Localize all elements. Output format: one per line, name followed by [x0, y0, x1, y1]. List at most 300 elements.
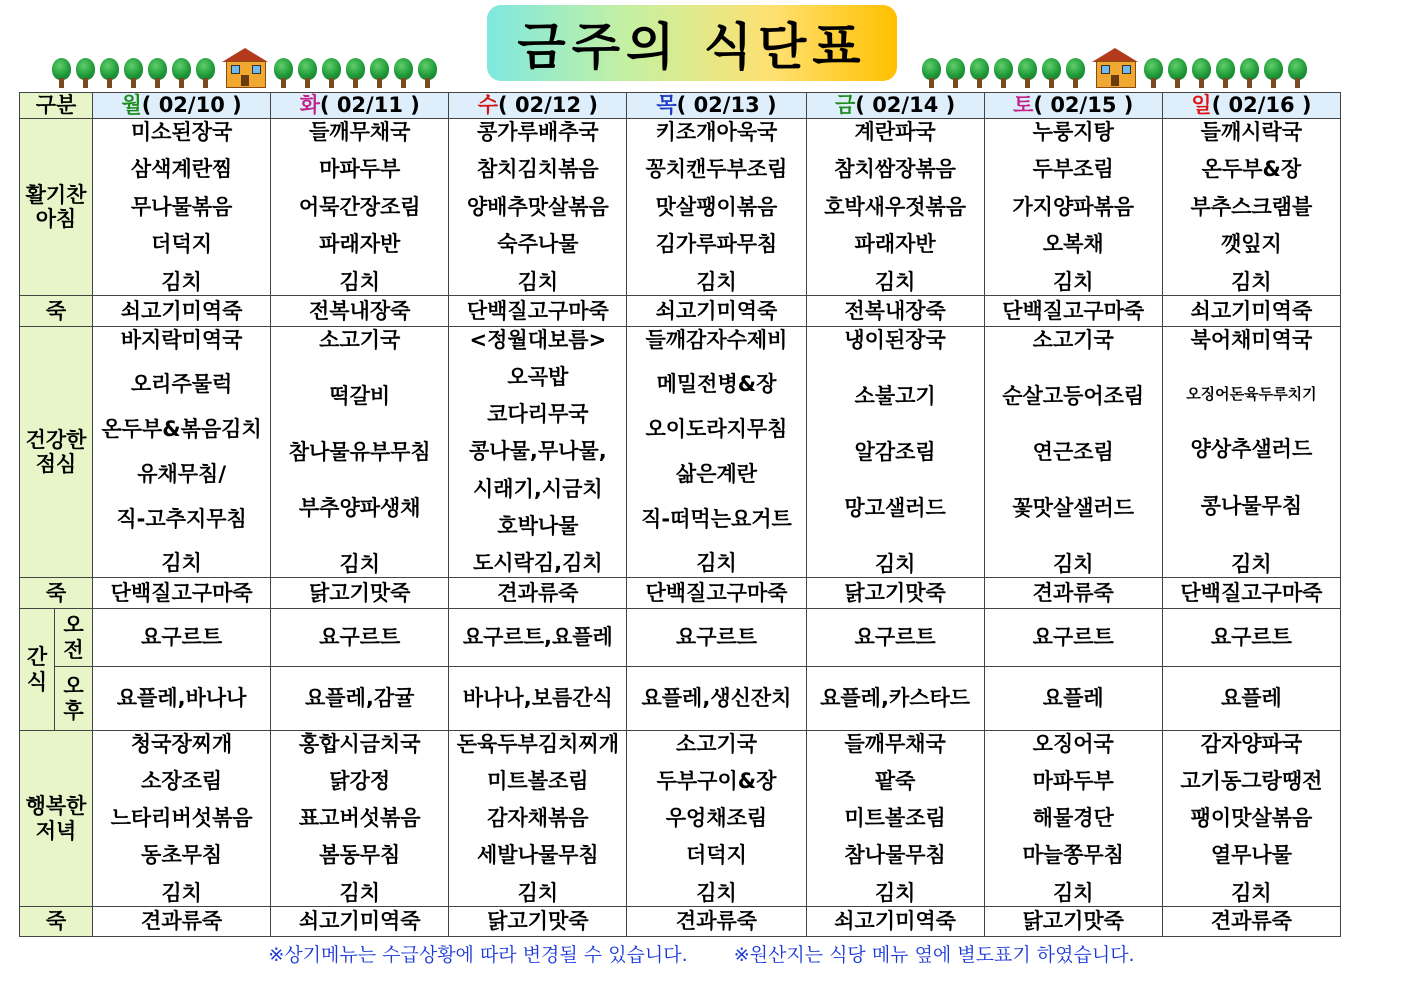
menu-item: 들깨무채국	[844, 731, 946, 756]
snack-label-line: 식	[26, 669, 48, 694]
menu-cell	[93, 731, 271, 907]
meal-label	[20, 119, 93, 296]
menu-item: 오곡밥	[507, 364, 569, 389]
menu-item: 느타리버섯볶음	[110, 806, 253, 830]
menu-item: 해물경단	[1032, 806, 1114, 830]
menu-item: 세발나물무침	[477, 843, 599, 868]
snack-cell	[93, 667, 271, 731]
porridge-cell	[449, 296, 627, 327]
menu-item: 팥죽	[874, 768, 916, 793]
menu-item: 콩나물,무나물,	[469, 439, 607, 464]
snack-item: 요구르트	[319, 625, 401, 649]
menu-item: 연근조림	[1032, 439, 1114, 464]
menu-item: 소고기국	[675, 731, 758, 756]
footer-note-supply: ※상기메뉴는 수급상황에 따라 변경될 수 있습니다.	[268, 944, 688, 966]
day-weekday: 화	[299, 93, 320, 117]
porridge-cell	[627, 578, 806, 609]
tree-icon	[1216, 58, 1235, 88]
menu-item: 들깨시락국	[1200, 119, 1303, 144]
snack-item: 요플레	[1220, 686, 1282, 710]
porridge-item: 쇠고기미역죽	[834, 909, 956, 933]
breakfast-row	[20, 119, 1341, 296]
snack-cell	[449, 667, 627, 731]
menu-cell	[449, 327, 627, 578]
menu-list	[93, 119, 270, 294]
porridge-item: 쇠고기미역죽	[655, 298, 778, 323]
snack-item: 요구르트	[1210, 625, 1292, 649]
menu-item: 김치	[339, 551, 381, 576]
porridge-label	[20, 907, 93, 937]
snack-pm-label-line: 후	[63, 698, 84, 723]
menu-item: 참치쌈장볶음	[834, 157, 956, 181]
porridge-cell	[93, 578, 271, 609]
porridge-cell	[984, 578, 1162, 609]
porridge-cell	[93, 907, 271, 937]
menu-item: 부추양파생채	[298, 495, 421, 520]
menu-item: 메밀전병&장	[656, 372, 777, 397]
tree-icon	[76, 58, 95, 88]
tree-icon	[1192, 58, 1211, 88]
header-day	[1162, 93, 1340, 119]
tree-icon	[52, 58, 71, 88]
menu-item: 소고기국	[1032, 327, 1114, 352]
menu-item: 김치	[517, 269, 559, 294]
menu-item: 들깨무채국	[309, 119, 411, 144]
meal-label-line: 건강한	[25, 427, 87, 452]
menu-item: 김치	[1231, 551, 1272, 576]
menu-list	[271, 327, 448, 576]
menu-item: 감자양파국	[1200, 731, 1303, 756]
menu-item: 김치	[696, 551, 737, 576]
decoration-left	[52, 46, 442, 88]
menu-item: 표고버섯볶음	[298, 806, 421, 830]
meal-table	[19, 92, 1341, 937]
snack-cell	[984, 667, 1162, 731]
menu-item: 오징어국	[1032, 731, 1114, 756]
tree-icon	[418, 58, 437, 88]
menu-item: 김치	[874, 269, 916, 294]
menu-list	[1163, 119, 1340, 294]
porridge-item: 견과류죽	[1210, 909, 1292, 933]
menu-item: 꽁치캔두부조림	[645, 157, 788, 181]
menu-item: 고기동그랑땡전	[1180, 768, 1323, 793]
porridge-cell	[984, 296, 1162, 327]
menu-item: 양배추맛살볶음	[466, 194, 609, 219]
meal-label-line: 저녁	[35, 818, 77, 843]
menu-item: 알감조림	[854, 439, 936, 464]
menu-item: 유채무침/	[137, 461, 227, 486]
snack-cell	[806, 667, 984, 731]
menu-list	[627, 119, 805, 294]
menu-item: 김치	[339, 880, 381, 905]
porridge-item: 견과류죽	[497, 580, 579, 605]
breakfast-porridge-row	[20, 296, 1341, 327]
tree-icon	[124, 58, 143, 88]
menu-item: 김치	[161, 551, 202, 576]
menu-item: 김치	[1052, 269, 1094, 294]
menu-cell	[806, 731, 984, 907]
snack-item: 요구르트	[141, 625, 223, 649]
snack-item: 요구르트	[675, 625, 758, 649]
tree-icon	[1168, 58, 1187, 88]
menu-item: 온두부&장	[1201, 157, 1302, 181]
snack-pm-row	[20, 667, 1341, 731]
snack-am-label	[55, 609, 93, 667]
header-gubun	[20, 93, 93, 119]
tree-icon	[100, 58, 119, 88]
porridge-item: 견과류죽	[141, 909, 223, 933]
menu-item: 계란파국	[854, 119, 936, 144]
menu-item: 들깨감자수제비	[645, 327, 788, 352]
menu-list	[985, 327, 1162, 576]
menu-item: 김치	[1052, 551, 1094, 576]
menu-list	[1163, 327, 1340, 576]
porridge-label	[20, 578, 93, 609]
menu-item: 참치김치볶음	[477, 157, 599, 181]
menu-item: 코다리무국	[487, 402, 589, 427]
menu-cell	[449, 119, 627, 296]
header-day	[271, 93, 449, 119]
menu-item: 키조개아욱국	[655, 119, 778, 144]
porridge-cell	[449, 907, 627, 937]
menu-cell	[984, 327, 1162, 578]
snack-item: 요구르트	[854, 625, 936, 649]
snack-cell	[271, 667, 449, 731]
porridge-label-text: 죽	[45, 298, 67, 323]
tree-icon	[274, 58, 293, 88]
menu-item: 더덕지	[686, 843, 747, 868]
menu-item: 삼색계란찜	[130, 157, 233, 181]
porridge-item: 쇠고기미역죽	[298, 909, 421, 933]
menu-item: 오이도라지무침	[645, 417, 788, 442]
menu-item: 도시락김,김치	[473, 551, 603, 576]
snack-am-label-line: 오	[63, 613, 84, 638]
snack-item: 요플레	[1042, 686, 1104, 710]
menu-cell	[449, 731, 627, 907]
porridge-item: 견과류죽	[1032, 580, 1114, 605]
snack-pm-label-line: 오	[63, 674, 84, 699]
tree-icon	[346, 58, 365, 88]
menu-item: 어묵간장조림	[298, 194, 421, 219]
tree-icon	[994, 58, 1013, 88]
menu-item: 동초무침	[141, 843, 223, 868]
footer-notes	[0, 940, 1403, 967]
day-date: ( 02/14 )	[855, 93, 956, 117]
meal-label-line: 점심	[35, 452, 77, 476]
menu-item: 김치	[1231, 269, 1272, 294]
menu-item: 오리주물럭	[130, 372, 233, 397]
header-day	[449, 93, 627, 119]
menu-cell	[806, 327, 984, 578]
menu-cell	[627, 119, 806, 296]
header-day	[627, 93, 806, 119]
menu-item: 바지락미역국	[120, 327, 243, 352]
menu-item: 김치	[161, 269, 202, 294]
menu-cell	[271, 731, 449, 907]
menu-item: 시래기,시금치	[473, 476, 603, 501]
menu-item: 열무나물	[1210, 843, 1292, 868]
porridge-item: 전복내장죽	[844, 298, 946, 323]
menu-item: 감자채볶음	[487, 806, 589, 830]
menu-item: 직-고추지무침	[116, 506, 247, 531]
menu-item: 숙주나물	[497, 232, 579, 256]
menu-item: 망고샐러드	[844, 495, 946, 520]
day-date: ( 02/13 )	[676, 93, 777, 117]
snack-pm-label	[55, 667, 93, 731]
menu-item: 미트볼조림	[487, 768, 589, 793]
snack-am-label-line: 전	[63, 637, 84, 662]
snack-cell	[1162, 609, 1340, 667]
porridge-item: 닭고기맛죽	[309, 580, 411, 605]
snack-am-row	[20, 609, 1341, 667]
lunch-row	[20, 327, 1341, 578]
porridge-cell	[984, 907, 1162, 937]
meal-label-line: 아침	[35, 207, 77, 231]
menu-item: 순살고등어조림	[1002, 383, 1145, 408]
snack-cell	[449, 609, 627, 667]
porridge-cell	[449, 578, 627, 609]
porridge-item: 닭고기맛죽	[844, 580, 946, 605]
snack-cell	[627, 667, 806, 731]
decoration-right	[922, 46, 1312, 88]
lunch-porridge-row	[20, 578, 1341, 609]
menu-item: 부추스크램블	[1190, 194, 1313, 219]
tree-icon	[1264, 58, 1283, 88]
menu-cell	[984, 119, 1162, 296]
porridge-item: 단백질고구마죽	[466, 298, 609, 323]
tree-icon	[148, 58, 167, 88]
snack-item: 요플레,카스타드	[820, 686, 971, 710]
snack-item: 요구르트	[1032, 625, 1114, 649]
snack-cell	[271, 609, 449, 667]
menu-list	[807, 327, 984, 576]
day-date: ( 02/12 )	[498, 93, 598, 117]
tree-icon	[946, 58, 965, 88]
day-weekday: 금	[834, 93, 856, 117]
menu-item: 파래자반	[854, 232, 936, 256]
snack-item: 요플레,감귤	[305, 686, 415, 710]
porridge-cell	[93, 296, 271, 327]
menu-item: 홍합시금치국	[298, 731, 421, 756]
menu-item: 온두부&볶음김치	[101, 417, 262, 442]
snack-label	[20, 609, 55, 731]
menu-item: 누룽지탕	[1032, 119, 1114, 144]
menu-item: 양상추샐러드	[1190, 436, 1313, 461]
menu-item: 떡갈비	[329, 383, 391, 408]
menu-item: 호박나물	[497, 514, 579, 539]
menu-item: 두부구이&장	[656, 768, 777, 793]
dinner-row	[20, 731, 1341, 907]
porridge-cell	[1162, 296, 1340, 327]
menu-item: 김치	[1231, 880, 1272, 905]
porridge-cell	[271, 578, 449, 609]
menu-item: 소장조림	[141, 768, 223, 793]
dinner-porridge-row	[20, 907, 1341, 937]
tree-icon	[394, 58, 413, 88]
menu-cell	[93, 327, 271, 578]
menu-item: 소불고기	[854, 383, 936, 408]
porridge-label-text: 죽	[45, 580, 67, 605]
menu-item: 맛살팽이볶음	[655, 194, 778, 219]
menu-cell	[806, 119, 984, 296]
tree-icon	[196, 58, 215, 88]
house-icon	[222, 48, 268, 88]
house-icon	[1092, 48, 1138, 88]
menu-item: 호박새우젓볶음	[824, 194, 967, 219]
day-weekday: 월	[121, 93, 142, 117]
porridge-item: 견과류죽	[675, 909, 758, 933]
menu-cell	[93, 119, 271, 296]
snack-label-line: 간	[26, 645, 48, 670]
gubun-label: 구분	[35, 93, 77, 117]
menu-item: 김치	[874, 551, 916, 576]
snack-item: 요플레,생신잔치	[641, 686, 792, 710]
porridge-item: 쇠고기미역죽	[120, 298, 243, 323]
menu-item: 김치	[696, 880, 737, 905]
tree-icon	[1288, 58, 1307, 88]
day-weekday: 목	[656, 93, 677, 117]
menu-item: 콩나물무침	[1200, 494, 1303, 518]
menu-cell	[271, 327, 449, 578]
menu-cell	[1162, 119, 1340, 296]
menu-list	[807, 119, 984, 294]
menu-list	[807, 731, 984, 905]
menu-cell	[1162, 327, 1340, 578]
menu-list	[271, 731, 448, 905]
porridge-cell	[1162, 578, 1340, 609]
porridge-cell	[806, 578, 984, 609]
menu-item: 북어채미역국	[1190, 327, 1313, 352]
header-day	[806, 93, 984, 119]
snack-cell	[1162, 667, 1340, 731]
menu-item: 미트볼조림	[844, 806, 946, 830]
menu-item: 더덕지	[151, 232, 213, 256]
menu-item: 소고기국	[319, 327, 401, 352]
tree-icon	[1240, 58, 1259, 88]
menu-item: 청국장찌개	[130, 731, 233, 756]
menu-list	[985, 731, 1162, 905]
tree-icon	[322, 58, 341, 88]
tree-icon	[970, 58, 989, 88]
footer-note-origin: ※원산지는 식당 메뉴 옆에 별도표기 하였습니다.	[733, 944, 1135, 966]
menu-list	[627, 327, 805, 576]
menu-item: 김치	[339, 269, 381, 294]
tree-icon	[172, 58, 191, 88]
menu-item: 마파두부	[319, 157, 401, 181]
menu-list	[449, 731, 626, 905]
menu-item: 참나물무침	[844, 843, 946, 868]
snack-item: 요구르트,요플레	[462, 625, 613, 649]
menu-item: 김치	[874, 880, 916, 905]
menu-item: 참나물유부무침	[288, 439, 431, 464]
porridge-item: 단백질고구마죽	[1180, 580, 1323, 605]
menu-item: 김가루파무침	[655, 232, 778, 256]
porridge-cell	[1162, 907, 1340, 937]
menu-list	[93, 327, 270, 576]
meal-label	[20, 327, 93, 578]
menu-item: 마늘쫑무침	[1022, 843, 1124, 868]
menu-list	[449, 327, 626, 576]
menu-item: 미소된장국	[130, 119, 233, 144]
day-date: ( 02/15 )	[1033, 93, 1134, 117]
porridge-item: 단백질고구마죽	[645, 580, 788, 605]
menu-cell	[1162, 731, 1340, 907]
meal-label	[20, 731, 93, 907]
meal-label-line: 활기찬	[25, 182, 87, 207]
porridge-cell	[806, 907, 984, 937]
day-date: ( 02/16 )	[1211, 93, 1312, 117]
tree-icon	[1042, 58, 1061, 88]
header-day	[984, 93, 1162, 119]
snack-item: 바나나,보름간식	[462, 686, 613, 710]
menu-list	[1163, 731, 1340, 905]
menu-item: 팽이맛살볶음	[1190, 806, 1313, 830]
menu-item: 김치	[517, 880, 559, 905]
snack-item: 요플레,바나나	[116, 686, 247, 710]
tree-icon	[1018, 58, 1037, 88]
day-weekday: 토	[1013, 93, 1034, 117]
meal-label-line: 행복한	[25, 794, 87, 819]
porridge-label	[20, 296, 93, 327]
porridge-cell	[271, 296, 449, 327]
porridge-item: 닭고기맛죽	[1022, 909, 1124, 933]
snack-cell	[627, 609, 806, 667]
menu-item: 봄동무침	[319, 843, 401, 868]
porridge-item: 단백질고구마죽	[110, 580, 253, 605]
menu-cell	[984, 731, 1162, 907]
menu-item: <정월대보름>	[469, 327, 607, 352]
tree-icon	[1066, 58, 1085, 88]
menu-cell	[627, 327, 806, 578]
menu-cell	[271, 119, 449, 296]
tree-icon	[922, 58, 941, 88]
day-weekday: 수	[477, 93, 499, 117]
menu-item: 콩가루배추국	[477, 119, 599, 144]
porridge-cell	[627, 296, 806, 327]
porridge-cell	[806, 296, 984, 327]
menu-list	[449, 119, 626, 294]
snack-cell	[984, 609, 1162, 667]
menu-item: 우엉채조림	[665, 806, 768, 830]
menu-item: 삶은계란	[675, 461, 758, 486]
day-weekday: 일	[1191, 93, 1212, 117]
menu-item: 돈육두부김치찌개	[456, 731, 619, 756]
porridge-item: 쇠고기미역죽	[1190, 298, 1313, 323]
porridge-item: 단백질고구마죽	[1002, 298, 1145, 323]
menu-item: 김치	[161, 880, 202, 905]
menu-list	[271, 119, 448, 294]
tree-icon	[298, 58, 317, 88]
menu-cell	[627, 731, 806, 907]
menu-item: 두부조림	[1032, 157, 1114, 181]
menu-item: 김치	[696, 269, 737, 294]
menu-item: 오징어돈육두루치기	[1186, 385, 1317, 403]
snack-cell	[806, 609, 984, 667]
porridge-cell	[627, 907, 806, 937]
title-banner	[487, 5, 897, 81]
header-row	[20, 93, 1341, 119]
porridge-item: 닭고기맛죽	[487, 909, 589, 933]
porridge-label-text: 죽	[45, 909, 67, 933]
menu-item: 가지양파볶음	[1012, 194, 1135, 219]
page-title: 금주의 식단표	[517, 18, 867, 76]
menu-list	[627, 731, 805, 905]
menu-item: 파래자반	[319, 232, 401, 256]
menu-item: 무나물볶음	[130, 194, 233, 219]
menu-item: 김치	[1052, 880, 1094, 905]
menu-list	[985, 119, 1162, 294]
tree-icon	[370, 58, 389, 88]
